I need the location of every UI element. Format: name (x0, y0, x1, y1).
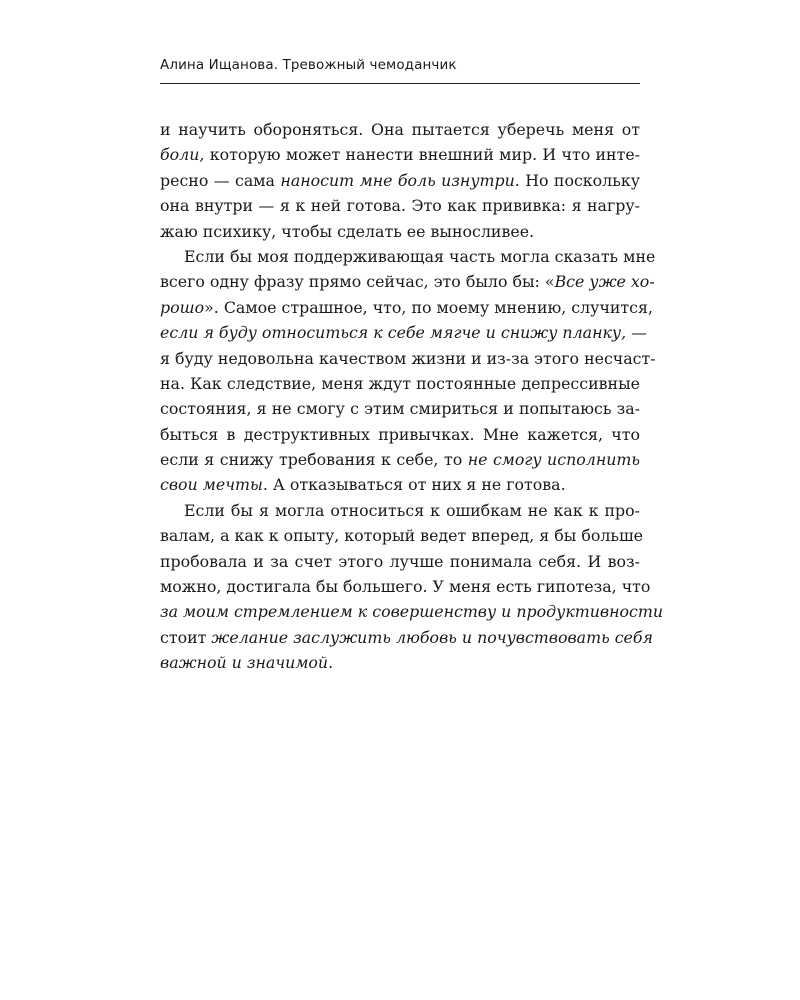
text-segment: Если бы моя поддерживающая часть могла сказать мне (184, 246, 656, 266)
text-segment: А отказываться от них я не готова. (267, 475, 566, 495)
text-line (160, 650, 640, 675)
italic-text: если я буду относиться к себе мягче и снижу планку, (160, 323, 627, 343)
text-line (160, 549, 640, 574)
italic-text: боли, (160, 145, 205, 165)
text-line (160, 447, 640, 472)
text-segment: состояния, я не смогу с этим смириться и попытаюсь за- (160, 399, 640, 419)
text-segment: стоит (160, 627, 212, 647)
italic-text: наносит мне боль изнутри. (280, 170, 520, 190)
text-line (160, 219, 640, 244)
body-text (160, 117, 664, 676)
text-line (160, 599, 664, 624)
italic-text: свои мечты. (160, 475, 268, 495)
text-line (160, 193, 640, 218)
text-segment: быться в деструктивных привычках. Мне кажется, что (160, 424, 640, 444)
text-segment: — (626, 323, 647, 343)
italic-text: не смогу исполнить (467, 450, 640, 470)
header-rule (160, 83, 640, 84)
text-segment: я буду недовольна качеством жизни и из-за этого несчаст- (160, 348, 656, 368)
text-segment: можно, достигала бы большего. У меня есть гипотеза, что (160, 577, 651, 597)
text-line (160, 472, 640, 497)
text-segment: ». Самое страшное, что, по моему мнению, случится, (204, 297, 654, 317)
text-segment: валам, а как к опыту, который ведет вперед, я бы больше (160, 526, 644, 546)
text-segment: Но поскольку (519, 170, 640, 190)
italic-text: Все уже хо- (554, 272, 655, 292)
running-header: Алина Ищанова. Тревожный чемоданчик (160, 57, 457, 73)
text-line (160, 142, 640, 167)
text-line (160, 117, 640, 142)
text-line (160, 269, 655, 294)
text-line (160, 320, 647, 345)
text-line (160, 422, 640, 447)
text-line (160, 574, 651, 599)
italic-text: рошо (160, 297, 205, 317)
text-line (160, 295, 654, 320)
text-segment: и научить обороняться. Она пытается уберечь меня от (160, 120, 640, 139)
text-line (160, 396, 640, 421)
text-line (160, 371, 640, 396)
italic-text: важной и значимой. (160, 653, 334, 673)
text-line (160, 346, 656, 371)
text-line (160, 498, 640, 523)
text-segment: ресно — сама (160, 170, 281, 190)
text-line (160, 625, 653, 650)
italic-text: за моим стремлением к совершенству и продуктивности (160, 602, 664, 622)
text-line (160, 168, 640, 193)
text-segment: на. Как следствие, меня ждут постоянные депрессивные (160, 373, 640, 393)
text-line (160, 244, 656, 269)
text-segment: пробовала и за счет этого лучше понимала себя. И воз- (160, 551, 640, 571)
text-line (160, 523, 644, 548)
text-segment: всего одну фразу прямо сейчас, это было бы: « (160, 272, 555, 292)
text-segment: жаю психику, чтобы сделать ее выносливее. (160, 221, 535, 241)
text-segment: которую может нанести внешний мир. И что инте- (204, 145, 640, 165)
text-segment: Если бы я могла относиться к ошибкам не как к про- (184, 500, 640, 520)
text-segment: если я снижу требования к себе, то (160, 450, 468, 470)
italic-text: желание заслужить любовь и почувствовать себя (211, 627, 653, 647)
text-segment: она внутри — я к ней готова. Это как прививка: я нагру- (160, 196, 640, 216)
